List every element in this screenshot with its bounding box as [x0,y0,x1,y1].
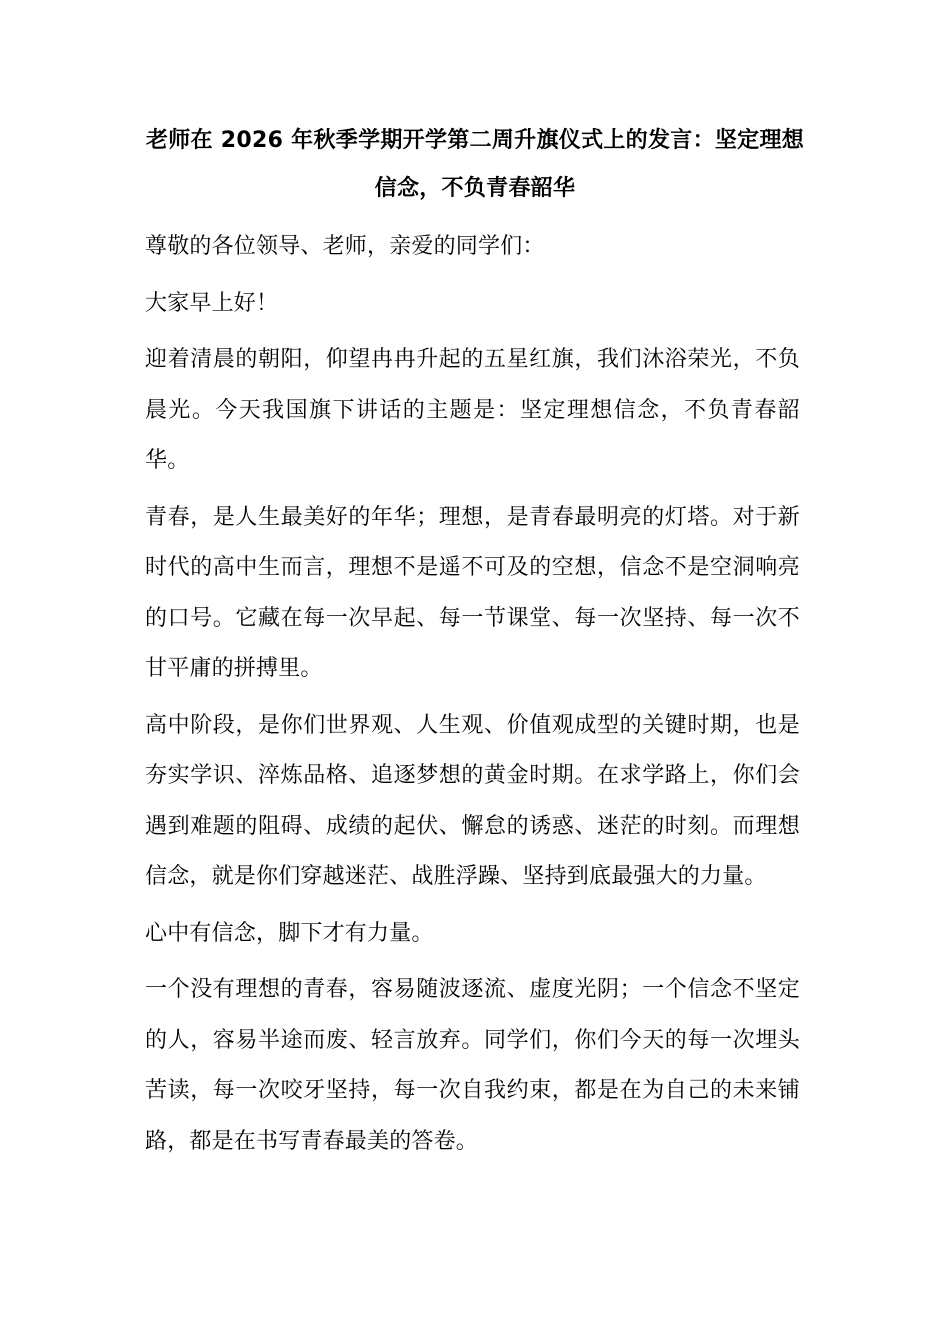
document-body [145,222,800,1173]
body-paragraph: 青春，是人生最美好的年华；理想，是青春最明亮的灯塔。对于新时代的高中生而言，理想不是遥不可及的空想，信念不是空洞响亮的口号。它藏在每一次早起、每一节课堂、每一次坚持、每一次不甘平庸的拼搏里。 [145,504,800,681]
body-paragraph: 高中阶段，是你们世界观、人生观、价值观成型的关键时期，也是夯实学识、淬炼品格、追逐梦想的黄金时期。在求学路上，你们会遇到难题的阻碍、成绩的起伏、懈怠的诱惑、迷茫的时刻。而理想信念，就是你们穿越迷茫、战胜浮躁、坚持到底最强大的力量。 [145,712,800,889]
body-paragraph: 心中有信念，脚下才有力量。 [145,920,434,946]
document-title: 老师在 2026 年秋季学期开学第二周升旗仪式上的发言：坚定理想信念，不负青春韶华 [145,128,805,201]
body-paragraph: 迎着清晨的朝阳，仰望冉冉升起的五星红旗，我们沐浴荣光，不负晨光。今天我国旗下讲话的主题是：坚定理想信念，不负青春韶华。 [145,347,800,473]
greeting-paragraph: 大家早上好！ [145,290,279,316]
salutation-paragraph: 尊敬的各位领导、老师，亲爱的同学们： [145,234,545,259]
body-paragraph: 一个没有理想的青春，容易随波逐流、虚度光阴；一个信念不坚定的人，容易半途而废、轻言放弃。同学们，你们今天的每一次埋头苦读，每一次咬牙坚持，每一次自我约束，都是在为自己的未来铺路，都是在书写青春最美的答卷。 [145,977,800,1154]
